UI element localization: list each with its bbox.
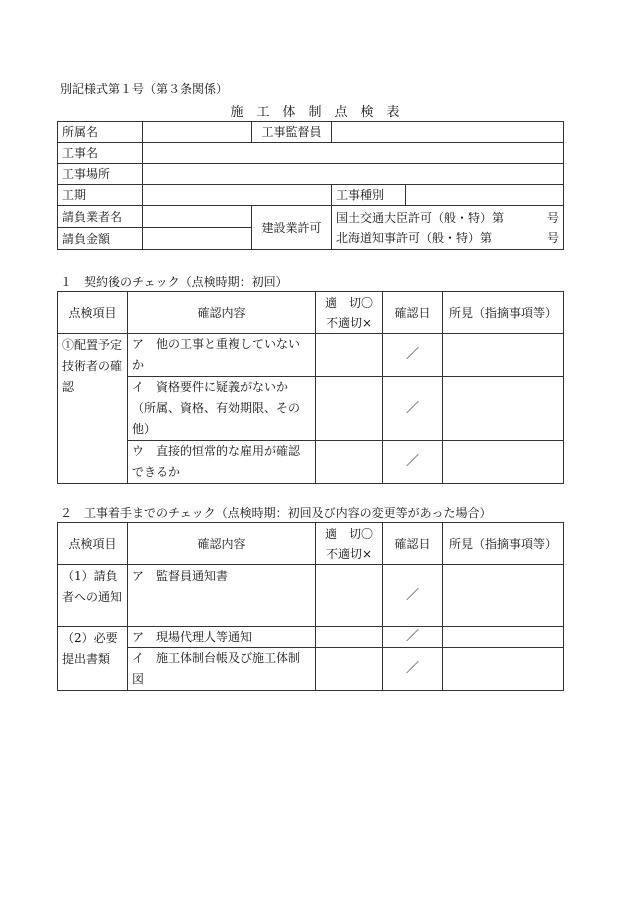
header-remarks: 所見（指摘事項等）	[443, 523, 564, 565]
date-cell[interactable]: ／	[383, 441, 443, 484]
work-name-label: 工事名	[58, 143, 143, 164]
section2-table	[57, 522, 564, 691]
license-national-suffix: 号	[546, 210, 559, 225]
contract-amount-label: 請負金額	[58, 228, 143, 250]
check-content: イ 資格要件に疑義がないか（所属、資格、有効期限、その他）	[128, 377, 316, 441]
work-place-value	[143, 164, 564, 185]
header-ok	[316, 523, 383, 565]
ok-cell[interactable]	[316, 377, 383, 441]
header-date: 確認日	[383, 292, 443, 334]
header-ok-line1: 適 切〇	[324, 295, 373, 310]
date-cell[interactable]: ／	[383, 648, 443, 691]
ok-cell[interactable]	[316, 441, 383, 484]
remarks-cell[interactable]	[443, 334, 564, 377]
page-title: 施 工 体 制 点 検 表	[230, 105, 400, 120]
date-cell[interactable]: ／	[383, 334, 443, 377]
ok-cell[interactable]	[316, 334, 383, 377]
ok-cell[interactable]	[316, 648, 383, 691]
header-ok-line2: 不適切×	[325, 546, 373, 561]
header-content: 確認内容	[128, 292, 316, 334]
header-ok	[316, 292, 383, 334]
license-hokkaido: 北海道知事許可（般・特）第	[336, 230, 493, 245]
header-date: 確認日	[383, 523, 443, 565]
header-content: 確認内容	[128, 523, 316, 565]
header-item: 点検項目	[58, 523, 128, 565]
work-name-value	[143, 143, 564, 164]
check-content: ウ 直接的恒常的な雇用が確認できるか	[128, 441, 316, 484]
remarks-cell[interactable]	[443, 377, 564, 441]
section2-item-label: （2）必要提出書類	[58, 627, 128, 691]
remarks-cell[interactable]	[443, 565, 564, 627]
section1-table	[57, 291, 564, 484]
header-item: 点検項目	[58, 292, 128, 334]
header-ok-line1: 適 切〇	[324, 526, 373, 541]
remarks-cell[interactable]	[443, 648, 564, 691]
work-type-label: 工事種別	[332, 185, 406, 206]
date-cell[interactable]: ／	[383, 627, 443, 648]
section1-item-label: ①配置予定技術者の確認	[58, 334, 128, 484]
period-label: 工期	[58, 185, 143, 206]
date-cell[interactable]: ／	[383, 377, 443, 441]
contract-amount-value	[143, 228, 252, 250]
ok-cell[interactable]	[316, 565, 383, 627]
license-hokkaido-suffix: 号	[546, 230, 559, 245]
ok-cell[interactable]	[316, 627, 383, 648]
contractor-name-value	[143, 206, 252, 228]
check-content: イ 施工体制台帳及び施工体制図	[128, 648, 316, 691]
date-cell[interactable]: ／	[383, 565, 443, 627]
section2-item-label: （1）請負者への通知	[58, 565, 128, 627]
contractor-name-label: 請負業者名	[58, 206, 143, 228]
basic-info-table	[57, 121, 564, 250]
supervisor-value	[332, 122, 564, 143]
form-label: 別記様式第１号（第３条関係）	[60, 82, 229, 96]
section2-heading: ２ 工事着手までのチェック（点検時期：初回及び内容の変更等があった場合）	[60, 506, 492, 520]
header-remarks: 所見（指摘事項等）	[443, 292, 564, 334]
header-ok-line2: 不適切×	[325, 315, 373, 330]
license-value	[332, 206, 564, 250]
remarks-cell[interactable]	[443, 627, 564, 648]
affiliation-value	[143, 122, 252, 143]
check-content: ア 監督員通知書	[128, 565, 316, 627]
section1-heading: １ 契約後のチェック（点検時期：初回）	[60, 275, 288, 289]
license-national: 国土交通大臣許可（般・特）第	[336, 210, 505, 225]
check-content: ア 現場代理人等通知	[128, 627, 316, 648]
check-content: ア 他の工事と重複していないか	[128, 334, 316, 377]
affiliation-label: 所属名	[58, 122, 143, 143]
remarks-cell[interactable]	[443, 441, 564, 484]
period-value	[143, 185, 332, 206]
work-type-value	[406, 185, 564, 206]
work-place-label: 工事場所	[58, 164, 143, 185]
license-label: 建設業許可	[252, 206, 332, 250]
supervisor-label: 工事監督員	[252, 122, 332, 143]
